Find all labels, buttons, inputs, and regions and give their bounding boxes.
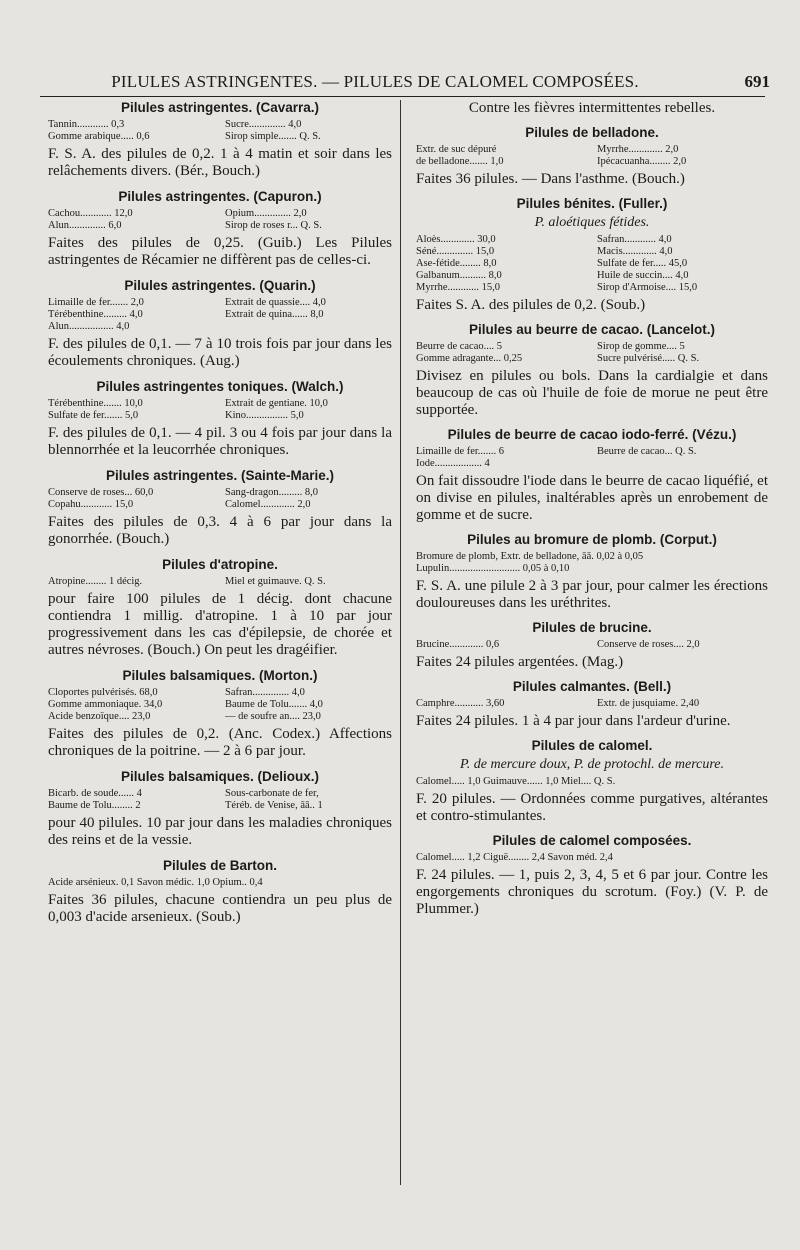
ingredient-list bbox=[48, 687, 392, 723]
ingredient-list bbox=[416, 639, 768, 651]
recipe-section bbox=[416, 100, 768, 117]
recipe-title: Pilules au beurre de cacao. (Lancelot.) bbox=[468, 322, 716, 337]
recipe-subtitle: P. de mercure doux, P. de protochl. de mercure. bbox=[460, 757, 724, 772]
recipe-text: F. des pilules de 0,1. — 4 pil. 3 ou 4 fois par jour dans la blennorrhée et la leucorrhée chroniques. bbox=[48, 425, 392, 458]
ingredient-item: Acide arsénieux. 0,1 Savon médic. 1,0 Opium.. 0,4 bbox=[48, 877, 263, 888]
recipe-title: Pilules de brucine. bbox=[532, 620, 652, 635]
ingredient-list bbox=[416, 234, 768, 294]
ingredient-item: Extrait de quassie.... 4,0 bbox=[225, 297, 326, 308]
recipe-section bbox=[416, 196, 768, 314]
ingredient-item: Extr. de suc dépuré bbox=[416, 144, 497, 155]
ingredient-item: Camphre........... 3,60 bbox=[416, 698, 505, 709]
ingredient-item: — de soufre an.... 23,0 bbox=[225, 711, 321, 722]
ingredient-item: Ipécacuanha........ 2,0 bbox=[597, 156, 687, 167]
ingredient-item: Sirop d'Armoise.... 15,0 bbox=[597, 282, 698, 293]
ingredient-list bbox=[416, 776, 768, 788]
page-number: 691 bbox=[744, 72, 770, 91]
recipe-title: Pilules de beurre de cacao iodo-ferré. (Vézu.) bbox=[447, 427, 737, 442]
recipe-text: Faites S. A. des pilules de 0,2. (Soub.) bbox=[416, 297, 646, 313]
ingredient-item: Aloès............. 30,0 bbox=[416, 234, 496, 245]
ingredient-list bbox=[416, 341, 768, 365]
recipe-section bbox=[48, 189, 392, 269]
ingredient-item: Macis............. 4,0 bbox=[597, 246, 673, 257]
ingredient-list bbox=[48, 119, 392, 143]
recipe-text: Faites 24 pilules. 1 à 4 par jour dans l'ardeur d'urine. bbox=[416, 713, 731, 729]
right-column bbox=[416, 100, 768, 926]
ingredient-item: Acide benzoïque.... 23,0 bbox=[48, 711, 151, 722]
recipe-section bbox=[48, 468, 392, 548]
ingredient-item: Baume de Tolu....... 4,0 bbox=[225, 699, 323, 710]
recipe-title: Pilules astringentes toniques. (Walch.) bbox=[96, 379, 344, 394]
ingredient-item: Alun.............. 6,0 bbox=[48, 220, 122, 231]
recipe-text: Faites des pilules de 0,3. 4 à 6 par jour dans la gonorrhée. (Bouch.) bbox=[48, 514, 392, 547]
ingredient-item: Myrrhe............ 15,0 bbox=[416, 282, 500, 293]
ingredient-list bbox=[416, 852, 768, 864]
ingredient-item: Calomel............. 2,0 bbox=[225, 499, 311, 510]
recipe-section bbox=[48, 278, 392, 370]
ingredient-item: Sulfate de fer..... 45,0 bbox=[597, 258, 688, 269]
recipe-title: Pilules astringentes. (Cavarra.) bbox=[120, 100, 320, 115]
recipe-section bbox=[48, 858, 392, 926]
ingredient-item: Téréb. de Venise, āā.. 1 bbox=[225, 800, 323, 811]
ingredient-item: Copahu............ 15,0 bbox=[48, 499, 134, 510]
ingredient-item: Séné.............. 15,0 bbox=[416, 246, 495, 257]
running-header bbox=[40, 72, 770, 98]
ingredient-list bbox=[48, 208, 392, 232]
recipe-section bbox=[48, 100, 392, 180]
ingredient-item: Safran.............. 4,0 bbox=[225, 687, 305, 698]
recipe-text: On fait dissoudre l'iode dans le beurre de cacao liquéfié, et on divise en pilules, inaltérables après un enrobement de gomme et de sucre. bbox=[416, 473, 768, 523]
ingredient-item: Beurre de cacao... Q. S. bbox=[597, 446, 697, 457]
recipe-text: F. 20 pilules. — Ordonnées comme purgatives, altérantes et contro-stimulantes. bbox=[416, 791, 768, 824]
ingredient-item: Cloportes pulvérisés. 68,0 bbox=[48, 687, 158, 698]
ingredient-item: de belladone....... 1,0 bbox=[416, 156, 504, 167]
recipe-title: Pilules de belladone. bbox=[525, 125, 659, 140]
ingredient-list bbox=[48, 398, 392, 422]
ingredient-item bbox=[597, 458, 768, 470]
recipe-subtitle: P. aloétiques fétides. bbox=[534, 215, 650, 230]
recipe-text: Faites 24 pilules argentées. (Mag.) bbox=[416, 654, 624, 670]
ingredient-item: Opium.............. 2,0 bbox=[225, 208, 307, 219]
ingredient-list bbox=[416, 446, 768, 470]
ingredient-item: Tannin............ 0,3 bbox=[48, 119, 125, 130]
ingredient-item: Sucre pulvérisé..... Q. S. bbox=[597, 353, 700, 364]
left-column bbox=[48, 100, 392, 935]
recipe-section bbox=[416, 532, 768, 612]
ingredient-item: Galbanum.......... 8,0 bbox=[416, 270, 502, 281]
ingredient-item: Alun................. 4,0 bbox=[48, 321, 130, 332]
recipe-title: Pilules astringentes. (Quarin.) bbox=[124, 278, 316, 293]
ingredient-item: Miel et guimauve. Q. S. bbox=[225, 576, 326, 587]
recipe-section bbox=[416, 833, 768, 918]
recipe-title: Pilules de calomel. bbox=[531, 738, 653, 753]
recipe-section bbox=[48, 769, 392, 849]
recipe-text: F. S. A. une pilule 2 à 3 par jour, pour calmer les érections douloureuses dans les uréthrites. bbox=[416, 578, 768, 611]
ingredient-list bbox=[416, 698, 768, 710]
ingredient-item: Atropine........ 1 décig. bbox=[48, 576, 143, 587]
ingredient-item: Gomme arabique..... 0,6 bbox=[48, 131, 150, 142]
ingredient-item: Sous-carbonate de fer, bbox=[225, 788, 319, 799]
ingredient-item: Sirop simple....... Q. S. bbox=[225, 131, 321, 142]
recipe-section bbox=[48, 379, 392, 459]
ingredient-item: Lupulin........................... 0,05 à 0,10 bbox=[416, 563, 570, 574]
recipe-title: Pilules balsamiques. (Morton.) bbox=[122, 668, 318, 683]
recipe-title: Pilules au bromure de plomb. (Corput.) bbox=[467, 532, 717, 547]
ingredient-item: Limaille de fer....... 2,0 bbox=[48, 297, 144, 308]
ingredient-list bbox=[416, 551, 768, 575]
ingredient-item: Sirop de roses r... Q. S. bbox=[225, 220, 322, 231]
ingredient-item: Sulfate de fer....... 5,0 bbox=[48, 410, 139, 421]
recipe-text: Faites 36 pilules. — Dans l'asthme. (Bouch.) bbox=[416, 171, 685, 187]
ingredient-item: Sirop de gomme.... 5 bbox=[597, 341, 685, 352]
recipe-title: Pilules de Barton. bbox=[162, 858, 278, 873]
recipe-section bbox=[416, 620, 768, 671]
ingredient-item: Conserve de roses... 60,0 bbox=[48, 487, 154, 498]
recipe-title: Pilules balsamiques. (Delioux.) bbox=[120, 769, 320, 784]
recipe-text: Faites des pilules de 0,2. (Anc. Codex.) Affections chroniques de la poitrine. — 2 à 6 par jour. bbox=[48, 726, 392, 759]
recipe-section bbox=[416, 679, 768, 730]
recipe-title: Pilules d'atropine. bbox=[162, 557, 278, 572]
ingredient-item: Calomel..... 1,0 Guimauve...... 1,0 Miel.... Q. S. bbox=[416, 776, 616, 787]
ingredient-list bbox=[48, 297, 392, 333]
ingredient-item: Beurre de cacao.... 5 bbox=[416, 341, 502, 352]
ingredient-item: Safran............ 4,0 bbox=[597, 234, 672, 245]
ingredient-item: Brucine............. 0,6 bbox=[416, 639, 500, 650]
recipe-text: pour faire 100 pilules de 1 décig. dont chacune contiendra 1 millig. d'atropine. 1 à 10 par jour progressivement dans les cas d'épilepsie, de chorée et autres névroses. (Bouch.) On peut les dragéifier. bbox=[48, 591, 392, 658]
ingredient-item: Myrrhe............. 2,0 bbox=[597, 144, 679, 155]
ingredient-list bbox=[48, 877, 392, 889]
ingredient-item: Cachou............ 12,0 bbox=[48, 208, 133, 219]
ingredient-item: Bromure de plomb, Extr. de belladone, āā. 0,02 à 0,05 bbox=[416, 551, 644, 562]
header-rule bbox=[40, 96, 765, 97]
recipe-title: Pilules astringentes. (Capuron.) bbox=[118, 189, 322, 204]
recipe-title: Pilules astringentes. (Sainte-Marie.) bbox=[105, 468, 335, 483]
recipe-section bbox=[416, 738, 768, 825]
ingredient-list bbox=[48, 788, 392, 812]
recipe-section bbox=[416, 322, 768, 419]
running-title: PILULES ASTRINGENTES. — PILULES DE CALOMEL COMPOSÉES. bbox=[111, 72, 639, 91]
column-divider bbox=[400, 100, 401, 1185]
ingredient-item: Huile de succin.... 4,0 bbox=[597, 270, 689, 281]
ingredient-item: Extrait de gentiane. 10,0 bbox=[225, 398, 328, 409]
recipe-section bbox=[416, 427, 768, 524]
ingredient-item: Calomel..... 1,2 Ciguë........ 2,4 Savon méd. 2,4 bbox=[416, 852, 613, 863]
ingredient-item: Térébenthine....... 10,0 bbox=[48, 398, 143, 409]
recipe-title: Pilules bénites. (Fuller.) bbox=[516, 196, 668, 211]
ingredient-item: Bicarb. de soude...... 4 bbox=[48, 788, 142, 799]
ingredient-item: Ase-fétide........ 8,0 bbox=[416, 258, 497, 269]
recipe-text: F. des pilules de 0,1. — 7 à 10 trois fois par jour dans les écoulements chroniques. (Aug.) bbox=[48, 336, 392, 369]
ingredient-item: Iode.................. 4 bbox=[416, 458, 490, 469]
ingredient-item: Limaille de fer....... 6 bbox=[416, 446, 505, 457]
ingredient-item bbox=[225, 321, 392, 333]
recipe-text: Divisez en pilules ou bols. Dans la cardialgie et dans beaucoup de cas où l'huile de foie de morue ne peut être supportée. bbox=[416, 368, 768, 418]
ingredient-item: Extrait de quina...... 8,0 bbox=[225, 309, 324, 320]
recipe-text: Faites 36 pilules, chacune contiendra un peu plus de 0,003 d'acide arsenieux. (Soub.) bbox=[48, 892, 392, 925]
ingredient-list bbox=[48, 576, 392, 588]
ingredient-item: Extr. de jusquiame. 2,40 bbox=[597, 698, 700, 709]
ingredient-list bbox=[416, 144, 768, 168]
recipe-section bbox=[416, 125, 768, 188]
recipe-title: Pilules calmantes. (Bell.) bbox=[512, 679, 672, 694]
ingredient-item: Sang-dragon......... 8,0 bbox=[225, 487, 319, 498]
ingredient-item: Baume de Tolu........ 2 bbox=[48, 800, 141, 811]
continued-text: Contre les fièvres intermittentes rebelles. bbox=[468, 100, 716, 116]
recipe-section bbox=[48, 668, 392, 760]
ingredient-item: Sucre.............. 4,0 bbox=[225, 119, 302, 130]
recipe-title: Pilules de calomel composées. bbox=[492, 833, 692, 848]
ingredient-item: Gomme ammoniaque. 34,0 bbox=[48, 699, 163, 710]
ingredient-item: Conserve de roses.... 2,0 bbox=[597, 639, 700, 650]
ingredient-item: Kino................ 5,0 bbox=[225, 410, 304, 421]
recipe-section bbox=[48, 557, 392, 659]
recipe-text: F. S. A. des pilules de 0,2. 1 à 4 matin et soir dans les relâchements divers. (Bér., Bouch.) bbox=[48, 146, 392, 179]
ingredient-list bbox=[48, 487, 392, 511]
recipe-text: F. 24 pilules. — 1, puis 2, 3, 4, 5 et 6 par jour. Contre les engorgements chroniques du scrotum. (Foy.) (V. P. de Plummer.) bbox=[416, 867, 768, 917]
ingredient-item: Térébenthine......... 4,0 bbox=[48, 309, 143, 320]
recipe-text: pour 40 pilules. 10 par jour dans les maladies chroniques des reins et de la vessie. bbox=[48, 815, 392, 848]
recipe-text: Faites des pilules de 0,25. (Guib.) Les Pilules astringentes de Récamier ne diffèrent pas de celles-ci. bbox=[48, 235, 392, 268]
ingredient-item: Gomme adragante... 0,25 bbox=[416, 353, 523, 364]
